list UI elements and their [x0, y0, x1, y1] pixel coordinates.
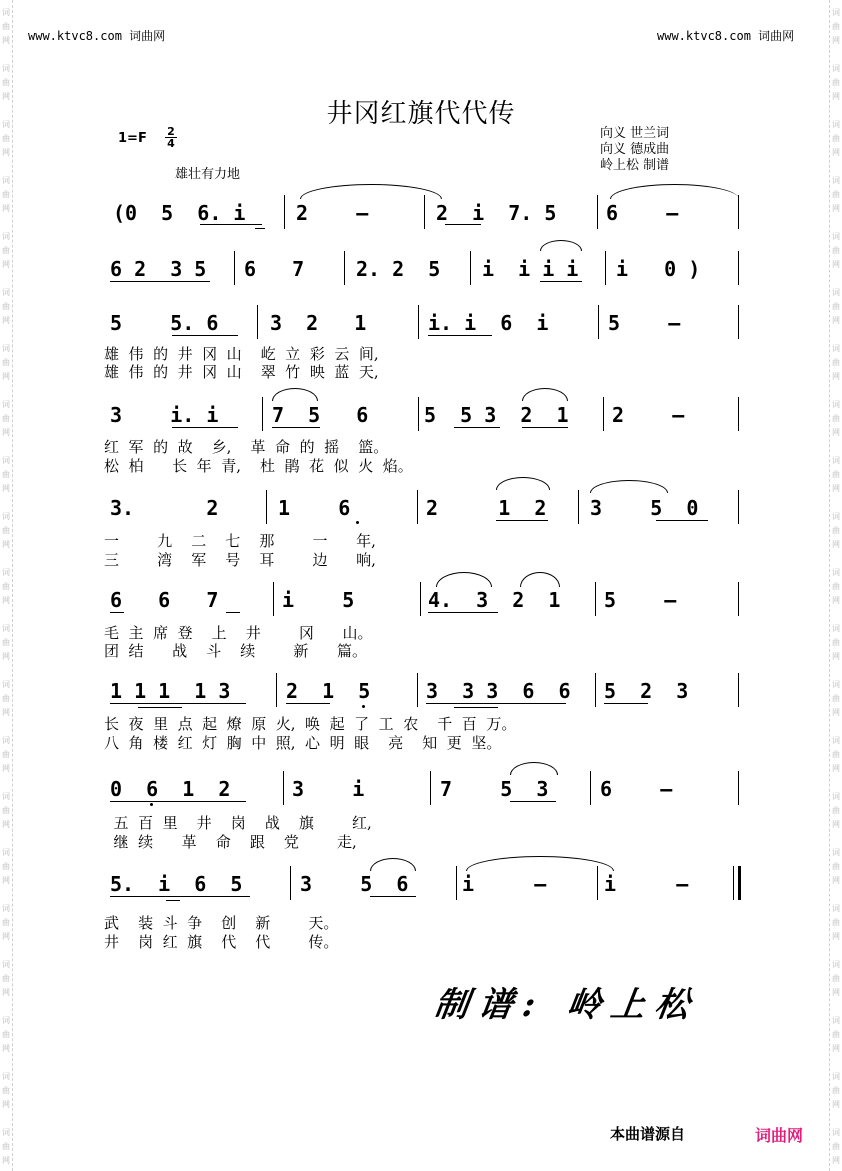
- watermark-char: 词: [832, 904, 840, 913]
- watermark-char: 网: [832, 372, 840, 381]
- watermark-char: 曲: [2, 1142, 10, 1151]
- watermark-char: 网: [832, 652, 840, 661]
- watermark-char: 网: [2, 652, 10, 661]
- watermark-char: 网: [2, 1156, 10, 1165]
- watermark-char: 网: [2, 988, 10, 997]
- lyric-line-1: 毛 主 席 登 上 井 冈 山。: [104, 624, 373, 642]
- watermark-char: 网: [832, 876, 840, 885]
- watermark-char: 曲: [2, 358, 10, 367]
- barline: [262, 397, 263, 431]
- credits: [600, 126, 669, 174]
- watermark-char: 词: [832, 848, 840, 857]
- left-watermark-strip: [0, 0, 13, 1171]
- watermark-char: 曲: [832, 526, 840, 535]
- watermark-char: 网: [832, 1100, 840, 1109]
- watermark-char: 网: [832, 92, 840, 101]
- underline-sixteenth: [255, 228, 265, 229]
- watermark-char: 网: [2, 708, 10, 717]
- key-signature: 1=F: [118, 131, 147, 146]
- barline: [418, 305, 419, 339]
- watermark-char: 曲: [2, 526, 10, 535]
- underline-eighth: [510, 801, 556, 802]
- barline: [420, 582, 421, 616]
- lyric-line-1: 五 百 里 井 岗 战 旗 红,: [104, 814, 372, 832]
- watermark-char: 曲: [832, 190, 840, 199]
- watermark-char: 网: [832, 820, 840, 829]
- underline-eighth: [428, 612, 498, 613]
- barline: [257, 305, 258, 339]
- underline-eighth: [426, 703, 566, 704]
- underline-eighth: [454, 427, 500, 428]
- barline: [738, 771, 739, 805]
- barline: [290, 866, 291, 900]
- barline: [417, 673, 418, 707]
- measure-r7-m3: 6 –: [600, 777, 673, 801]
- measure-r3-m3: 2 –: [612, 403, 685, 427]
- watermark-char: 词: [2, 624, 10, 633]
- underline-eighth: [172, 427, 238, 428]
- measure-r6-m0: 1 1 1 1 3: [110, 679, 231, 703]
- watermark-char: 网: [2, 260, 10, 269]
- watermark-char: 词: [2, 568, 10, 577]
- time-signature-bottom: 4: [167, 137, 175, 150]
- low-octave-dot: [362, 705, 365, 708]
- watermark-char: 词: [832, 8, 840, 17]
- watermark-char: 曲: [832, 78, 840, 87]
- barline: [273, 582, 274, 616]
- watermark-char: 词: [2, 344, 10, 353]
- watermark-char: 网: [832, 540, 840, 549]
- measure-r7-m2: 7 5 3: [440, 777, 549, 801]
- measure-r8-m1: 3 5 6: [300, 872, 409, 896]
- watermark-char: 曲: [2, 582, 10, 591]
- watermark-char: 网: [832, 932, 840, 941]
- underline-eighth: [540, 281, 582, 282]
- watermark-char: 词: [832, 176, 840, 185]
- watermark-char: 网: [832, 36, 840, 45]
- lyric-line-1: 长 夜 里 点 起 燎 原 火, 唤 起 了 工 农 千 百 万。: [104, 715, 517, 733]
- composer-credit: 向义 德成曲: [600, 142, 670, 157]
- lyric-line-2: 三 湾 军 号 耳 边 响,: [104, 551, 376, 569]
- measure-r2-m0: 5 5. 6: [110, 311, 219, 335]
- lyric-line-1: 红 军 的 故 乡, 革 命 的 摇 篮。: [104, 438, 389, 456]
- underline-eighth: [226, 612, 240, 613]
- slur-arc: [520, 572, 560, 587]
- watermark-char: 曲: [832, 358, 840, 367]
- measure-r1-m0: 6 2 3 5: [110, 257, 207, 281]
- watermark-char: 网: [832, 484, 840, 493]
- watermark-char: 曲: [832, 1086, 840, 1095]
- watermark-char: 词: [832, 288, 840, 297]
- low-octave-dot: [150, 803, 153, 806]
- watermark-char: 曲: [2, 1030, 10, 1039]
- barline: [470, 251, 471, 285]
- watermark-char: 曲: [2, 1086, 10, 1095]
- watermark-char: 网: [2, 876, 10, 885]
- barline: [590, 771, 591, 805]
- underline-sixteenth: [166, 900, 180, 901]
- underline-sixteenth: [454, 707, 498, 708]
- measure-r0-m1: 2 –: [296, 201, 369, 225]
- watermark-char: 曲: [2, 190, 10, 199]
- barline: [266, 490, 267, 524]
- watermark-char: 曲: [832, 582, 840, 591]
- watermark-char: 词: [2, 120, 10, 129]
- watermark-char: 曲: [2, 638, 10, 647]
- watermark-char: 词: [2, 736, 10, 745]
- measure-r8-m2: i –: [462, 872, 547, 896]
- barline: [738, 251, 739, 285]
- underline-eighth: [496, 520, 548, 521]
- watermark-char: 曲: [2, 134, 10, 143]
- watermark-char: 词: [2, 1128, 10, 1137]
- watermark-char: 网: [832, 148, 840, 157]
- time-signature-top: 2: [167, 125, 175, 138]
- underline-eighth: [604, 703, 648, 704]
- watermark-char: 曲: [2, 918, 10, 927]
- watermark-char: 网: [832, 708, 840, 717]
- measure-r4-m1: 1 6: [278, 496, 351, 520]
- watermark-char: 网: [2, 204, 10, 213]
- watermark-char: 词: [832, 344, 840, 353]
- measure-r1-m3: i i i i: [482, 257, 579, 281]
- watermark-char: 曲: [832, 806, 840, 815]
- watermark-char: 词: [832, 456, 840, 465]
- watermark-char: 曲: [832, 974, 840, 983]
- watermark-char: 曲: [2, 470, 10, 479]
- slur-arc: [272, 388, 318, 401]
- final-barline: [738, 866, 741, 900]
- watermark-char: 词: [2, 456, 10, 465]
- watermark-char: 网: [2, 596, 10, 605]
- measure-r4-m3: 3 5 0: [590, 496, 699, 520]
- watermark-char: 词: [832, 568, 840, 577]
- watermark-char: 词: [2, 8, 10, 17]
- watermark-char: 网: [832, 764, 840, 773]
- measure-r5-m1: i 5: [282, 588, 355, 612]
- underline-eighth: [172, 335, 238, 336]
- slur-arc: [370, 858, 416, 871]
- watermark-char: 网: [832, 260, 840, 269]
- lyric-line-2: 井 岗 红 旗 代 代 传。: [104, 933, 339, 951]
- watermark-char: 网: [2, 484, 10, 493]
- measure-r4-m2: 2 1 2: [426, 496, 547, 520]
- watermark-char: 词: [832, 232, 840, 241]
- watermark-char: 词: [2, 512, 10, 521]
- time-signature: [165, 126, 177, 149]
- lyric-line-1: 一 九 二 七 那 一 年,: [104, 532, 376, 550]
- watermark-char: 曲: [832, 918, 840, 927]
- watermark-char: 词: [2, 960, 10, 969]
- underline-eighth: [272, 427, 320, 428]
- measure-r1-m2: 2. 2 5: [356, 257, 441, 281]
- watermark-char: 网: [832, 204, 840, 213]
- underline-eighth: [200, 224, 262, 225]
- lyric-line-1: 武 装 斗 争 创 新 天。: [104, 914, 339, 932]
- watermark-char: 曲: [832, 414, 840, 423]
- barline: [430, 771, 431, 805]
- tie-arc: [590, 480, 668, 493]
- underline-eighth: [286, 703, 330, 704]
- watermark-char: 曲: [2, 302, 10, 311]
- watermark-char: 网: [832, 1044, 840, 1053]
- song-title: 井冈红旗代代传: [326, 99, 516, 129]
- barline: [738, 582, 739, 616]
- arranger-credit: 岭上松 制谱: [600, 158, 670, 173]
- watermark-char: 网: [2, 540, 10, 549]
- slur-arc: [510, 762, 558, 775]
- watermark-char: 词: [2, 64, 10, 73]
- barline: [283, 771, 284, 805]
- tie-arc: [610, 184, 739, 199]
- watermark-char: 曲: [832, 302, 840, 311]
- watermark-char: 网: [832, 1156, 840, 1165]
- barline: [578, 490, 579, 524]
- measure-r5-m3: 5 –: [604, 588, 677, 612]
- barline: [276, 673, 277, 707]
- watermark-char: 曲: [832, 638, 840, 647]
- watermark-char: 词: [832, 1016, 840, 1025]
- barline: [738, 397, 739, 431]
- barline: [598, 305, 599, 339]
- underline-eighth: [110, 281, 210, 282]
- measure-r2-m3: 5 –: [608, 311, 681, 335]
- watermark-char: 曲: [2, 78, 10, 87]
- barline: [424, 195, 425, 229]
- watermark-char: 网: [2, 764, 10, 773]
- watermark-char: 词: [2, 792, 10, 801]
- underline-sixteenth: [138, 707, 182, 708]
- underline-eighth: [110, 801, 246, 802]
- measure-r2-m2: i. i 6 i: [428, 311, 549, 335]
- watermark-char: 网: [2, 36, 10, 45]
- barline: [595, 582, 596, 616]
- barline: [738, 305, 739, 339]
- underline-eighth: [445, 224, 481, 225]
- measure-r5-m0: 6 6 7: [110, 588, 219, 612]
- underline-eighth: [110, 896, 250, 897]
- watermark-char: 网: [2, 1100, 10, 1109]
- watermark-char: 网: [2, 1044, 10, 1053]
- barline: [284, 195, 285, 229]
- footer-brand-link[interactable]: 词曲网: [755, 1126, 804, 1145]
- tie-arc: [466, 856, 614, 871]
- watermark-char: 词: [832, 680, 840, 689]
- underline-eighth: [110, 612, 124, 613]
- watermark-char: 词: [832, 64, 840, 73]
- lyric-line-2: 松 柏 长 年 青, 杜 鹃 花 似 火 焰。: [104, 457, 413, 475]
- measure-r0-m0: (0 5 6. i: [113, 201, 246, 225]
- watermark-char: 词: [832, 512, 840, 521]
- watermark-char: 词: [2, 1072, 10, 1081]
- underline-eighth: [370, 896, 416, 897]
- watermark-char: 词: [2, 680, 10, 689]
- watermark-char: 曲: [2, 974, 10, 983]
- tempo-marking: 雄壮有力地: [175, 167, 241, 182]
- lyricist-credit: 向义 世兰词: [600, 126, 670, 141]
- barline: [418, 397, 419, 431]
- header-url-left[interactable]: www.ktvc8.com 词曲网: [28, 29, 166, 43]
- barline: [597, 866, 598, 900]
- triplet-arc: [540, 240, 582, 251]
- watermark-char: 曲: [2, 806, 10, 815]
- lyric-line-2: 雄 伟 的 井 冈 山 翠 竹 映 蓝 天,: [104, 363, 379, 381]
- watermark-char: 词: [832, 736, 840, 745]
- watermark-char: 曲: [832, 470, 840, 479]
- watermark-char: 曲: [2, 414, 10, 423]
- measure-r8-m3: i –: [604, 872, 689, 896]
- watermark-char: 词: [2, 848, 10, 857]
- watermark-char: 词: [832, 624, 840, 633]
- watermark-char: 词: [2, 904, 10, 913]
- watermark-char: 曲: [2, 862, 10, 871]
- watermark-char: 网: [2, 932, 10, 941]
- watermark-char: 曲: [2, 750, 10, 759]
- watermark-char: 曲: [832, 1030, 840, 1039]
- header-url-right[interactable]: www.ktvc8.com 词曲网: [657, 29, 795, 43]
- watermark-char: 网: [2, 148, 10, 157]
- measure-r8-m0: 5. i 6 5: [110, 872, 243, 896]
- underline-eighth: [522, 427, 568, 428]
- underline-eighth: [656, 520, 708, 521]
- watermark-char: 词: [832, 1128, 840, 1137]
- watermark-char: 词: [832, 120, 840, 129]
- measure-r0-m3: 6 –: [606, 201, 679, 225]
- measure-r1-m4: i 0 ): [616, 257, 701, 281]
- barline: [597, 195, 598, 229]
- slur-arc: [522, 388, 568, 401]
- right-watermark-strip: [829, 0, 842, 1171]
- measure-r0-m2: 2 i 7. 5: [436, 201, 557, 225]
- measure-r6-m3: 5 2 3: [604, 679, 689, 703]
- slur-arc: [436, 572, 492, 587]
- watermark-char: 词: [2, 232, 10, 241]
- measure-r4-m0: 3. 2: [110, 496, 219, 520]
- watermark-char: 词: [832, 1072, 840, 1081]
- watermark-char: 网: [832, 596, 840, 605]
- measure-r7-m1: 3 i: [292, 777, 365, 801]
- watermark-char: 词: [2, 176, 10, 185]
- watermark-char: 词: [832, 960, 840, 969]
- measure-r3-m1: 7 5 6: [272, 403, 369, 427]
- watermark-char: 曲: [832, 750, 840, 759]
- watermark-char: 词: [832, 792, 840, 801]
- watermark-char: 曲: [2, 22, 10, 31]
- watermark-char: 网: [2, 316, 10, 325]
- watermark-char: 曲: [832, 862, 840, 871]
- handwritten-signature: 制谱: 岭上松: [431, 985, 702, 1025]
- barline: [733, 866, 734, 900]
- barline: [738, 195, 739, 229]
- underline-eighth: [428, 335, 492, 336]
- measure-r6-m1: 2 1 5: [286, 679, 371, 703]
- measure-r2-m1: 3 2 1: [270, 311, 367, 335]
- watermark-char: 词: [2, 1016, 10, 1025]
- watermark-char: 网: [832, 428, 840, 437]
- lyric-line-1: 雄 伟 的 井 冈 山 屹 立 彩 云 间,: [104, 345, 379, 363]
- watermark-char: 曲: [832, 134, 840, 143]
- tie-arc: [300, 184, 442, 199]
- measure-r3-m0: 3 i. i: [110, 403, 219, 427]
- watermark-char: 曲: [832, 1142, 840, 1151]
- barline: [417, 490, 418, 524]
- watermark-char: 曲: [2, 694, 10, 703]
- measure-r5-m2: 4. 3 2 1: [428, 588, 561, 612]
- watermark-char: 曲: [832, 22, 840, 31]
- footer-source-label: 本曲谱源自: [610, 1125, 686, 1143]
- watermark-char: 网: [832, 316, 840, 325]
- barline: [234, 251, 235, 285]
- watermark-char: 网: [832, 988, 840, 997]
- barline: [595, 673, 596, 707]
- underline-eighth: [110, 703, 246, 704]
- measure-r1-m1: 6 7: [244, 257, 305, 281]
- watermark-char: 网: [2, 428, 10, 437]
- low-octave-dot: [356, 521, 359, 524]
- measure-r3-m2: 5 5 3 2 1: [424, 403, 569, 427]
- watermark-char: 曲: [832, 694, 840, 703]
- barline: [738, 490, 739, 524]
- watermark-char: 词: [2, 400, 10, 409]
- watermark-char: 网: [2, 92, 10, 101]
- watermark-char: 网: [2, 820, 10, 829]
- barline: [344, 251, 345, 285]
- lyric-line-2: 八 角 楼 红 灯 胸 中 照, 心 明 眼 亮 知 更 坚。: [104, 734, 502, 752]
- watermark-char: 曲: [2, 246, 10, 255]
- watermark-char: 曲: [832, 246, 840, 255]
- barline: [738, 673, 739, 707]
- lyric-line-2: 继 续 革 命 跟 党 走,: [104, 833, 357, 851]
- tie-arc: [496, 477, 550, 490]
- barline: [456, 866, 457, 900]
- watermark-char: 词: [2, 288, 10, 297]
- watermark-char: 网: [2, 372, 10, 381]
- lyric-line-2: 团 结 战 斗 续 新 篇。: [104, 642, 368, 660]
- measure-r6-m2: 3 3 3 6 6: [426, 679, 571, 703]
- barline: [603, 397, 604, 431]
- barline: [605, 251, 606, 285]
- watermark-char: 词: [832, 400, 840, 409]
- measure-r7-m0: 0 6 1 2: [110, 777, 231, 801]
